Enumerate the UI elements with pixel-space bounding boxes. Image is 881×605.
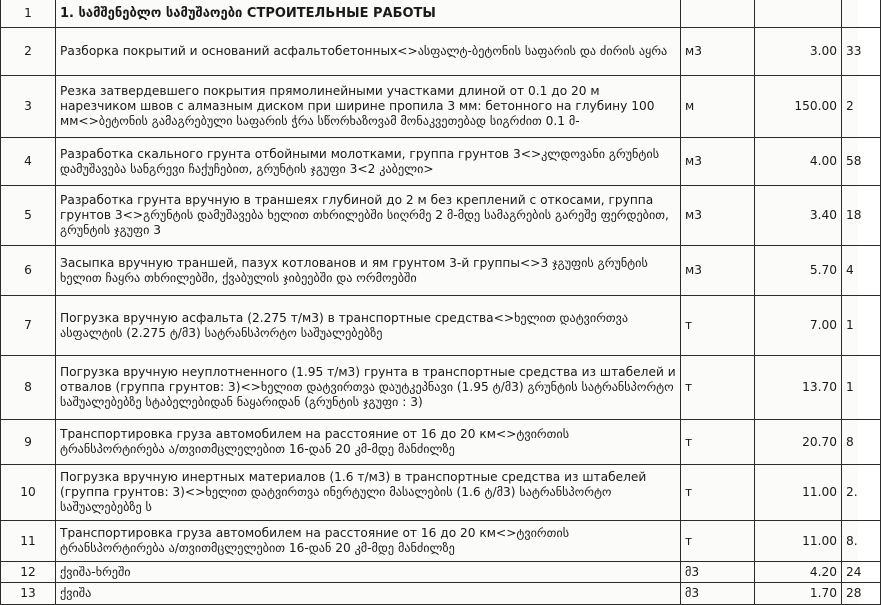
row-number: 6 <box>1 246 56 296</box>
unit-cell: т <box>681 296 755 356</box>
work-description <box>56 356 681 420</box>
table-row <box>1 186 881 246</box>
table-row <box>1 296 881 356</box>
work-description-text: Резка затвердевшего покрытия прямолинейными участками длиной от 0.1 до 20 м нарезчиком швов с алмазным диском при ширине пропила 3 мм: бетонного на глубину 100 мм<>ბეტონის გამაგრებული საფარის ჭრა სწორხაზოვამ მონაკვეთებად სიგრძით 0.1 მ- <box>60 84 655 128</box>
table-row <box>1 76 881 138</box>
price-cell: 1 <box>842 356 881 420</box>
row-number: 8 <box>1 356 56 420</box>
section-title: 1. სამშენებლო სამუშაოები СТРОИТЕЛЬНЫЕ РАБОТЫ <box>56 0 681 28</box>
row-number: 10 <box>1 465 56 521</box>
quantity-cell: 4.00 <box>755 138 842 186</box>
quantity-cell: 4.20 <box>755 562 842 583</box>
row-number: 9 <box>1 420 56 465</box>
price-cell: 28 <box>842 583 881 605</box>
work-description-text: Погрузка вручную инертных материалов (1.6 т/м3) в транспортные средства из штабелей (группа грунтов: 3)<>ხელით დატვირთვა ინერტული მასალების (1.6 ტ/მ3) სატრანსპორტო საშუალებებზე ს <box>60 470 647 514</box>
work-description <box>56 465 681 521</box>
unit-cell: м <box>681 76 755 138</box>
work-description: ქვიშა <box>56 583 681 605</box>
quantity-cell: 5.70 <box>755 246 842 296</box>
row-number: 11 <box>1 521 56 562</box>
quantity-cell: 1.70 <box>755 583 842 605</box>
table-row <box>1 0 881 28</box>
unit-cell: м3 <box>681 138 755 186</box>
table-row <box>1 246 881 296</box>
row-number: 5 <box>1 186 56 246</box>
table-row <box>1 562 881 583</box>
unit-cell: მ3 <box>681 562 755 583</box>
price-cell: 33 <box>842 28 881 76</box>
work-description: Засыпка вручную траншей, пазух котлованов и ям грунтом 3-й группы<>3 ჯგუფის გრუნტის ხელით ჩაყრა თხრილებში, ქვაბულის ჯიბეებში და ორმოებში <box>56 246 681 296</box>
quantity-cell: 11.00 <box>755 465 842 521</box>
unit-cell: т <box>681 465 755 521</box>
table-row <box>1 28 881 76</box>
row-number: 7 <box>1 296 56 356</box>
price-cell: 2. <box>842 465 881 521</box>
work-description: Транспортировка груза автомобилем на расстояние от 16 до 20 км<>ტვირთის ტრანსპორტირება ა/თვითმცლელებით 16-დან 20 კმ-მდე მანძილზე <box>56 420 681 465</box>
price-cell: 1 <box>842 296 881 356</box>
price-cell: 4 <box>842 246 881 296</box>
row-number: 2 <box>1 28 56 76</box>
table-row <box>1 356 881 420</box>
row-number: 4 <box>1 138 56 186</box>
unit-cell: т <box>681 356 755 420</box>
unit-cell: т <box>681 521 755 562</box>
work-description-text: Разработка грунта вручную в траншеях глубиной до 2 м без креплений с откосами, группа грунтов 3<>გრუნტის დამუშავება ხელით თხრილებში სიღრმე 2 მ-მდე სამაგრების გარეშე ფერდებით, გრუნტის ჯგუფი 3 <box>60 193 669 237</box>
quantity-cell <box>755 0 842 28</box>
unit-cell: т <box>681 420 755 465</box>
unit-cell: м3 <box>681 246 755 296</box>
table-row <box>1 138 881 186</box>
table-row <box>1 465 881 521</box>
quantity-cell: 3.40 <box>755 186 842 246</box>
price-cell: 18 <box>842 186 881 246</box>
table-row <box>1 583 881 605</box>
unit-cell: м3 <box>681 28 755 76</box>
work-description: Погрузка вручную асфальта (2.275 т/м3) в транспортные средства<>ხელით დატვირთვა ასფალტის (2.275 ტ/მ3) სატრანსპორტო საშუალებებზე <box>56 296 681 356</box>
price-cell: 8 <box>842 420 881 465</box>
work-description: Разработка скального грунта отбойными молотками, группа грунтов 3<>კლდოვანი გრუნტის დამუშავება სანგრევი ჩაქუჩებით, გრუნტის ჯგუფი 3<2 კაბელი> <box>56 138 681 186</box>
quantity-cell: 150.00 <box>755 76 842 138</box>
work-description: Разборка покрытий и оснований асфальтобетонных<>ასფალტ-ბეტონის საფარის და ძირის აყრა <box>56 28 681 76</box>
quantity-cell: 20.70 <box>755 420 842 465</box>
work-description: ქვიშა-ხრეში <box>56 562 681 583</box>
unit-cell: მ3 <box>681 583 755 605</box>
price-cell: 2 <box>842 76 881 138</box>
price-cell: 58 <box>842 138 881 186</box>
quantity-cell: 11.00 <box>755 521 842 562</box>
row-number: 1 <box>1 0 56 28</box>
unit-cell <box>681 0 755 28</box>
table-row <box>1 521 881 562</box>
table-row <box>1 420 881 465</box>
work-description: Транспортировка груза автомобилем на расстояние от 16 до 20 км<>ტვირთის ტრანსპორტირება ა/თვითმცლელებით 16-დან 20 კმ-მდე მანძილზე <box>56 521 681 562</box>
quantity-cell: 7.00 <box>755 296 842 356</box>
row-number: 3 <box>1 76 56 138</box>
unit-cell: м3 <box>681 186 755 246</box>
quantity-cell: 3.00 <box>755 28 842 76</box>
work-description-text: Погрузка вручную неуплотненного (1.95 т/м3) грунта в транспортные средства из штабелей и отвалов (группа грунтов: 3)<>ხელით დატვირთვა დაუტკეპნავი (1.95 ტ/მ3) გრუნტის სატრანსპორტო საშუალებებზე სტაბელებიდან ნაყარიდან (გრუნტის ჯგუფი : 3) <box>60 365 676 409</box>
row-number: 12 <box>1 562 56 583</box>
work-description <box>56 76 681 138</box>
price-cell: 8. <box>842 521 881 562</box>
quantity-cell: 13.70 <box>755 356 842 420</box>
price-cell: 24 <box>842 562 881 583</box>
work-description <box>56 186 681 246</box>
row-number: 13 <box>1 583 56 605</box>
price-cell <box>842 0 881 28</box>
